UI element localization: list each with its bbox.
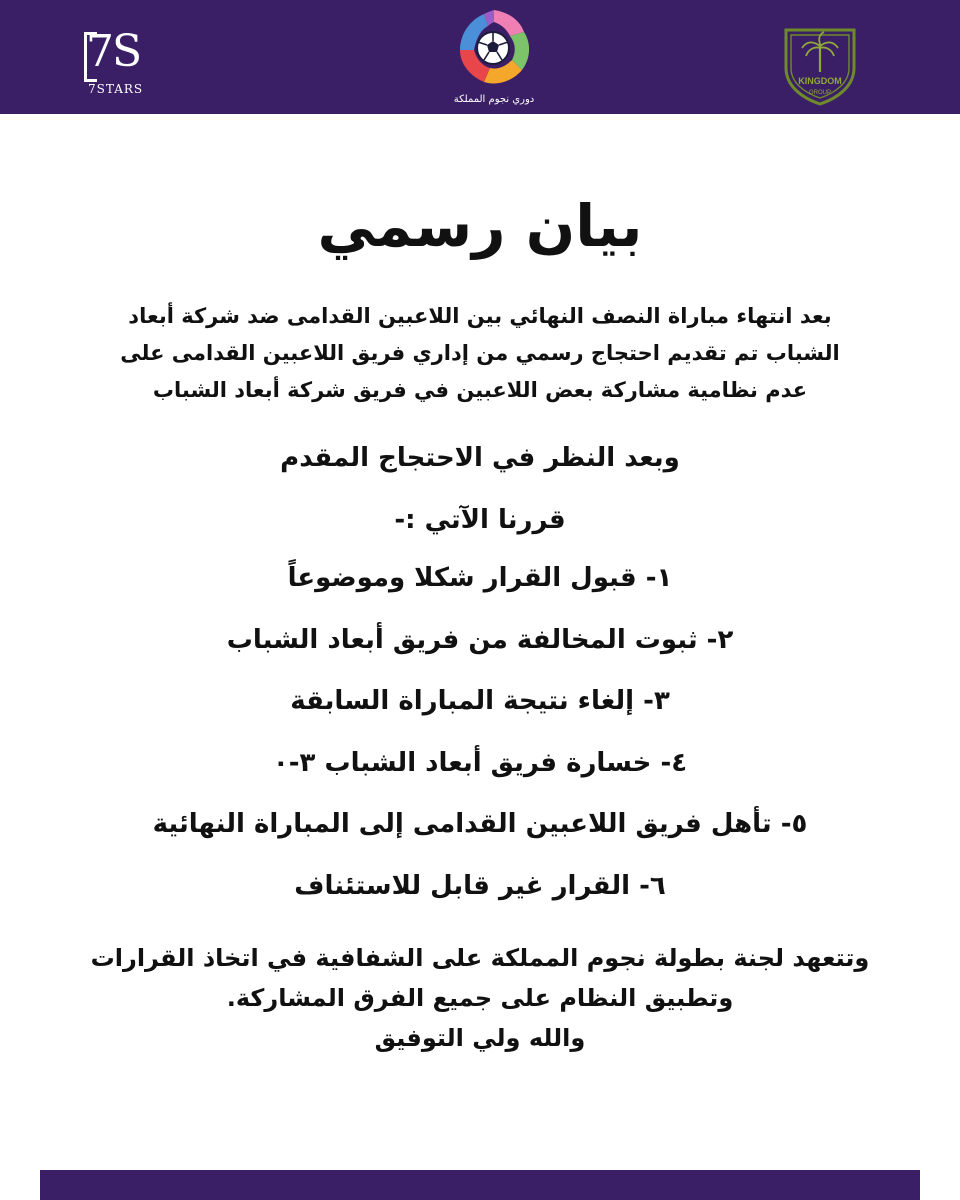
kingdom-bottom-text: GROUP (808, 90, 832, 96)
decided-line: قررنا الآتي :- (394, 505, 566, 535)
league-caption: دوري نجوم المملكة (453, 94, 535, 105)
closing-line: وتتعهد لجنة بطولة نجوم المملكة على الشفافية في اتخاذ القرارات (90, 944, 870, 972)
header-bar (0, 0, 960, 114)
kingdom-group-logo (778, 22, 862, 106)
seven-stars-subtitle: 7STARS (88, 82, 144, 96)
footer-bar (40, 1170, 920, 1200)
decision-item: ٤- خسارة فريق أبعاد الشباب ٣-٠ (272, 747, 688, 778)
decision-item: ٣- إلغاء نتيجة المباراة السابقة (290, 686, 670, 717)
intro-line: عدم نظامية مشاركة بعض اللاعبين في فريق شركة أبعاد الشباب (152, 378, 808, 402)
intro-line: الشباب تم تقديم احتجاج رسمي من إداري فريق اللاعبين القدامى على (120, 341, 840, 365)
review-line: وبعد النظر في الاحتجاج المقدم (280, 443, 680, 473)
closing-line: والله ولي التوفيق (374, 1024, 586, 1052)
decisions-list (0, 556, 960, 926)
statement-closing (40, 938, 920, 1058)
seven-stars-logo (82, 28, 172, 98)
decision-item: ١- قبول القرار شكلا وموضوعاً (287, 563, 673, 593)
decision-item: ٦- القرار غير قابل للاستئناف (294, 870, 666, 901)
kingdom-shield-icon (778, 22, 862, 106)
league-emblem-icon (450, 6, 538, 92)
closing-line: وتطبيق النظام على جميع الفرق المشاركة. (226, 984, 734, 1012)
seven-stars-mark: 7S (86, 26, 141, 77)
decision-item: ٥- تأهل فريق اللاعبين القدامى إلى المباراة النهائية (152, 809, 808, 840)
statement-intro (80, 298, 880, 409)
decision-item: ٢- ثبوت المخالفة من فريق أبعاد الشباب (226, 624, 734, 655)
statement-title: بيان رسمي (317, 192, 643, 260)
kingdom-top-text: KINGDOM (798, 76, 842, 86)
intro-line: بعد انتهاء مباراة النصف النهائي بين اللاعبين القدامى ضد شركة أبعاد (128, 304, 832, 328)
kingdom-stars-league-logo (448, 6, 540, 110)
